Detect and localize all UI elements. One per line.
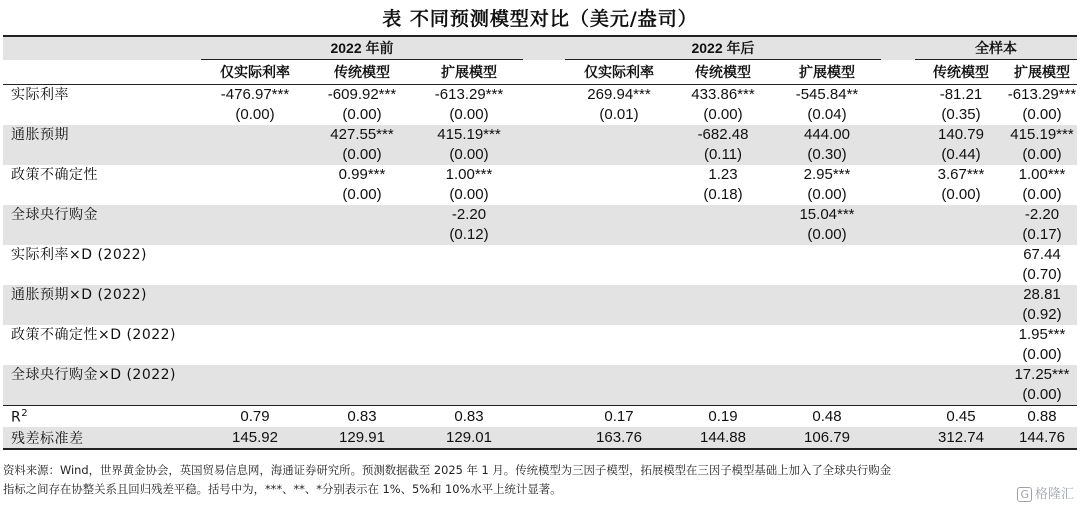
coefficient-cell — [773, 365, 881, 385]
r-squared-row — [3, 406, 1077, 428]
p-value-cell: (0.00) — [703, 106, 743, 123]
r-squared-cell: 0.19 — [673, 406, 773, 428]
column-header: 扩展模型 — [415, 60, 523, 85]
coefficient-cell — [773, 245, 881, 265]
p-value-cell: (0.00) — [342, 106, 382, 123]
cell-gap — [881, 85, 915, 106]
coefficient-cell — [915, 205, 1007, 225]
p-value-cell — [201, 345, 309, 365]
p-value-cell — [673, 305, 773, 325]
p-value-cell: (0.00) — [415, 145, 523, 165]
p-value-cell: (0.00) — [309, 145, 415, 165]
column-header: 扩展模型 — [773, 60, 881, 85]
row-label-spacer — [3, 145, 201, 165]
cell-gap — [881, 427, 915, 449]
row-label-spacer — [3, 345, 201, 365]
coefficient-cell — [201, 245, 309, 265]
header-spacer — [3, 36, 201, 60]
p-value-cell: (0.00) — [773, 225, 881, 245]
cell-gap — [881, 365, 915, 385]
coefficient-cell: -476.97*** — [220, 86, 290, 103]
p-value-cell: (0.35) — [941, 106, 981, 123]
p-value-cell: (0.00) — [1022, 346, 1062, 363]
row-label-spacer — [3, 185, 201, 205]
cell-gap — [881, 305, 915, 325]
coefficient-cell — [673, 245, 773, 265]
p-value-cell — [565, 305, 673, 325]
column-header: 扩展模型 — [1007, 60, 1077, 85]
p-value-cell: (0.04) — [807, 106, 847, 123]
header-gap — [881, 36, 915, 60]
p-value-cell — [565, 225, 673, 245]
p-value-cell — [565, 345, 673, 365]
cell-gap — [881, 385, 915, 406]
cell-gap — [881, 345, 915, 365]
row-label: 政策不确定性 — [11, 167, 98, 183]
coefficient-cell — [309, 245, 415, 265]
coefficient-cell: -613.29*** — [1007, 86, 1077, 103]
column-header: 传统模型 — [673, 60, 773, 85]
cell-gap — [523, 145, 565, 165]
p-value-cell — [565, 145, 673, 165]
cell-gap — [523, 125, 565, 145]
column-header: 传统模型 — [915, 60, 1007, 85]
coefficient-cell — [201, 365, 309, 385]
table-row — [3, 145, 1077, 165]
p-value-cell — [565, 265, 673, 285]
coefficient-cell: -609.92*** — [327, 86, 397, 103]
cell-gap — [523, 105, 565, 125]
coefficient-cell — [201, 285, 309, 305]
p-value-cell — [915, 265, 1007, 285]
table-row — [3, 385, 1077, 406]
coefficient-cell: 1.00*** — [1018, 166, 1066, 183]
coefficient-cell — [673, 205, 773, 225]
p-value-cell — [309, 345, 415, 365]
p-value-cell: (0.92) — [1007, 305, 1077, 325]
p-value-cell — [565, 185, 673, 205]
coefficient-cell — [415, 365, 523, 385]
coefficient-cell — [673, 285, 773, 305]
column-header: 传统模型 — [309, 60, 415, 85]
row-label: 全球央行购金 — [3, 205, 201, 225]
residual-std-cell: 106.79 — [773, 427, 881, 449]
header-gap — [881, 60, 915, 85]
source-note — [3, 461, 1077, 499]
r-squared-cell: 0.48 — [773, 406, 881, 428]
coefficient-cell: 269.94*** — [587, 86, 651, 103]
p-value-cell — [673, 225, 773, 245]
p-value-cell — [201, 305, 309, 325]
cell-gap — [523, 427, 565, 449]
coefficient-cell: 415.19*** — [1007, 125, 1077, 145]
p-value-cell — [415, 305, 523, 325]
row-label: 残差标准差 — [3, 427, 201, 449]
cell-gap — [881, 225, 915, 245]
table-row — [3, 125, 1077, 145]
coefficient-cell — [201, 325, 309, 345]
residual-std-row — [3, 427, 1077, 449]
row-label-spacer — [3, 105, 201, 125]
cell-gap — [523, 225, 565, 245]
p-value-cell: (0.00) — [1022, 106, 1062, 123]
coefficient-cell: -81.21 — [939, 86, 983, 103]
p-value-cell — [201, 145, 309, 165]
cell-gap — [881, 165, 915, 185]
cell-gap — [881, 285, 915, 305]
source-note-line: 指标之间存在协整关系且回归残差平稳。括号中为，***、**、*分别表示在 1%、5%和 10%水平上统计显著。 — [3, 482, 562, 496]
p-value-cell — [673, 345, 773, 365]
p-value-cell: (0.01) — [599, 106, 639, 123]
p-value-cell — [201, 225, 309, 245]
p-value-cell — [309, 225, 415, 245]
r-squared-label: R — [11, 409, 22, 426]
p-value-cell — [309, 385, 415, 406]
p-value-cell — [773, 385, 881, 406]
column-header: 仅实际利率 — [565, 60, 673, 85]
p-value-cell — [201, 385, 309, 406]
cell-gap — [881, 325, 915, 345]
coefficient-cell — [565, 325, 673, 345]
coefficient-cell — [673, 365, 773, 385]
table-row — [3, 285, 1077, 305]
coefficient-cell — [201, 165, 309, 185]
table-row — [3, 165, 1077, 185]
p-value-cell: (0.00) — [1007, 385, 1077, 406]
cell-gap — [523, 285, 565, 305]
cell-gap — [523, 185, 565, 205]
p-value-cell: (0.70) — [1022, 266, 1062, 283]
p-value-cell: (0.00) — [1007, 145, 1077, 165]
row-label: 实际利率×D (2022) — [11, 247, 148, 263]
model-comparison-table — [3, 35, 1077, 450]
p-value-cell — [915, 305, 1007, 325]
table-row — [3, 365, 1077, 385]
r-squared-cell: 0.45 — [915, 406, 1007, 428]
cell-gap — [523, 205, 565, 225]
coefficient-cell — [565, 245, 673, 265]
p-value-cell — [915, 345, 1007, 365]
p-value-cell — [309, 265, 415, 285]
coefficient-cell — [309, 205, 415, 225]
coefficient-cell — [915, 325, 1007, 345]
p-value-cell: (0.30) — [773, 145, 881, 165]
p-value-cell — [673, 265, 773, 285]
coefficient-cell — [415, 245, 523, 265]
row-label-spacer — [3, 305, 201, 325]
row-label: 全球央行购金×D (2022) — [3, 365, 201, 385]
table-row — [3, 105, 1077, 125]
table-row — [3, 205, 1077, 225]
cell-gap — [881, 145, 915, 165]
coefficient-cell: 1.23 — [708, 166, 738, 183]
p-value-cell — [415, 265, 523, 285]
cell-gap — [523, 385, 565, 406]
cell-gap — [523, 345, 565, 365]
r-squared-cell: 0.79 — [201, 406, 309, 428]
header-spacer — [3, 60, 201, 85]
p-value-cell — [201, 185, 309, 205]
watermark — [1017, 483, 1074, 502]
coefficient-cell — [915, 285, 1007, 305]
coefficient-cell: 67.44 — [1023, 246, 1061, 263]
p-value-cell: (0.17) — [1007, 225, 1077, 245]
coefficient-cell: -545.84** — [795, 86, 859, 103]
p-value-cell — [415, 345, 523, 365]
coefficient-cell — [773, 325, 881, 345]
r-squared-cell: 0.88 — [1007, 406, 1077, 428]
r-squared-cell: 0.83 — [309, 406, 415, 428]
coefficient-cell — [201, 205, 309, 225]
coefficient-cell: 0.99*** — [338, 166, 386, 183]
coefficient-cell: -2.20 — [415, 205, 523, 225]
r-squared-cell: 0.83 — [415, 406, 523, 428]
p-value-cell: (0.00) — [449, 186, 489, 203]
coefficient-cell: 415.19*** — [415, 125, 523, 145]
cell-gap — [523, 265, 565, 285]
r-squared-cell: 0.17 — [565, 406, 673, 428]
p-value-cell — [565, 385, 673, 406]
coefficient-cell: -2.20 — [1007, 205, 1077, 225]
row-label-spacer — [3, 225, 201, 245]
coefficient-cell: 1.00*** — [445, 166, 493, 183]
coefficient-cell — [415, 325, 523, 345]
cell-gap — [881, 105, 915, 125]
row-label: 实际利率 — [11, 87, 69, 103]
cell-gap — [523, 365, 565, 385]
coefficient-cell: -682.48 — [673, 125, 773, 145]
table-row — [3, 185, 1077, 205]
coefficient-cell — [915, 365, 1007, 385]
coefficient-cell: 28.81 — [1007, 285, 1077, 305]
table-row — [3, 305, 1077, 325]
table-title: 表 不同预测模型对比（美元/盎司） — [382, 8, 698, 30]
coefficient-cell: 3.67*** — [937, 166, 985, 183]
p-value-cell: (0.00) — [342, 186, 382, 203]
row-label-spacer — [3, 265, 201, 285]
p-value-cell — [915, 385, 1007, 406]
p-value-cell — [915, 225, 1007, 245]
coefficient-cell: 427.55*** — [309, 125, 415, 145]
cell-gap — [881, 125, 915, 145]
cell-gap — [523, 245, 565, 265]
table-row — [3, 325, 1077, 345]
cell-gap — [881, 406, 915, 428]
cell-gap — [523, 305, 565, 325]
residual-std-cell: 145.92 — [201, 427, 309, 449]
coefficient-cell: 140.79 — [915, 125, 1007, 145]
p-value-cell: (0.00) — [1022, 186, 1062, 203]
coefficient-cell — [201, 125, 309, 145]
coefficient-cell — [309, 285, 415, 305]
p-value-cell — [673, 385, 773, 406]
group-header-full-sample: 全样本 — [915, 36, 1077, 60]
row-label-spacer — [3, 385, 201, 406]
group-header-pre-2022: 2022 年前 — [201, 36, 523, 60]
residual-std-cell: 144.76 — [1007, 427, 1077, 449]
coefficient-cell: 433.86*** — [691, 86, 755, 103]
cell-gap — [523, 165, 565, 185]
p-value-cell — [773, 265, 881, 285]
row-label: 政策不确定性×D (2022) — [11, 327, 177, 343]
coefficient-cell: 2.95*** — [803, 166, 851, 183]
coefficient-cell — [565, 365, 673, 385]
column-header: 仅实际利率 — [201, 60, 309, 85]
coefficient-cell — [915, 245, 1007, 265]
row-label — [3, 406, 201, 428]
coefficient-cell: 17.25*** — [1007, 365, 1077, 385]
coefficient-cell: -613.29*** — [434, 86, 504, 103]
p-value-cell: (0.18) — [703, 186, 743, 203]
p-value-cell: (0.11) — [673, 145, 773, 165]
coefficient-cell: 15.04*** — [773, 205, 881, 225]
residual-std-cell: 144.88 — [673, 427, 773, 449]
residual-std-cell: 312.74 — [915, 427, 1007, 449]
residual-std-cell: 163.76 — [565, 427, 673, 449]
p-value-cell: (0.00) — [941, 186, 981, 203]
r-squared-superscript: 2 — [21, 407, 29, 419]
cell-gap — [881, 245, 915, 265]
coefficient-cell — [565, 205, 673, 225]
p-value-cell — [773, 345, 881, 365]
p-value-cell: (0.00) — [449, 106, 489, 123]
residual-std-cell: 129.01 — [415, 427, 523, 449]
p-value-cell — [309, 305, 415, 325]
p-value-cell: (0.00) — [807, 186, 847, 203]
group-header-post-2022: 2022 年后 — [565, 36, 881, 60]
coefficient-cell — [773, 285, 881, 305]
coefficient-cell: 1.95*** — [1018, 326, 1066, 343]
table-row — [3, 345, 1077, 365]
coefficient-cell — [565, 285, 673, 305]
coefficient-cell — [309, 325, 415, 345]
header-gap — [523, 60, 565, 85]
p-value-cell: (0.44) — [915, 145, 1007, 165]
p-value-cell — [415, 385, 523, 406]
coefficient-cell: 444.00 — [773, 125, 881, 145]
coefficient-cell — [415, 285, 523, 305]
header-gap — [523, 36, 565, 60]
residual-std-cell: 129.91 — [309, 427, 415, 449]
coefficient-cell — [565, 165, 673, 185]
coefficient-cell — [565, 125, 673, 145]
p-value-cell — [201, 265, 309, 285]
p-value-cell: (0.00) — [235, 106, 275, 123]
cell-gap — [523, 85, 565, 106]
p-value-cell — [773, 305, 881, 325]
watermark-text: 格隆汇 — [1034, 487, 1074, 502]
table-row — [3, 245, 1077, 265]
row-label: 通胀预期×D (2022) — [3, 285, 201, 305]
table-row — [3, 225, 1077, 245]
cell-gap — [881, 265, 915, 285]
table-row — [3, 85, 1077, 106]
source-note-line: 资料来源：Wind，世界黄金协会，英国贸易信息网，海通证券研究所。预测数据截至 2025 年 1 月。传统模型为三因子模型，拓展模型在三因子模型基础上加入了全球央行购金 — [3, 463, 892, 477]
coefficient-cell — [673, 325, 773, 345]
coefficient-cell — [309, 365, 415, 385]
cell-gap — [881, 205, 915, 225]
p-value-cell: (0.12) — [415, 225, 523, 245]
table-row — [3, 265, 1077, 285]
cell-gap — [523, 406, 565, 428]
watermark-logo-icon: G — [1017, 487, 1032, 502]
cell-gap — [523, 325, 565, 345]
row-label: 通胀预期 — [3, 125, 201, 145]
cell-gap — [881, 185, 915, 205]
